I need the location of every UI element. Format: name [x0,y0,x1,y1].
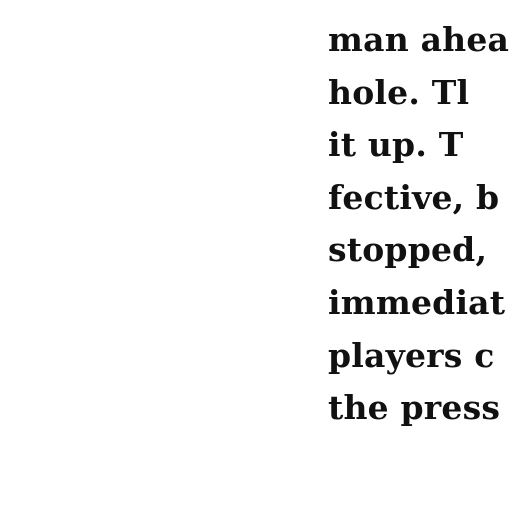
text-line: fective, b [328,177,500,217]
text-line: the press [328,388,501,428]
text-line: man ahea [328,20,510,59]
body-text-column [328,14,512,435]
text-line: hole. Tl [328,72,470,112]
text-line: it up. T [328,125,464,165]
text-line: stopped, [328,230,488,270]
text-line: players c [328,335,495,375]
text-line: immediat [328,282,506,322]
